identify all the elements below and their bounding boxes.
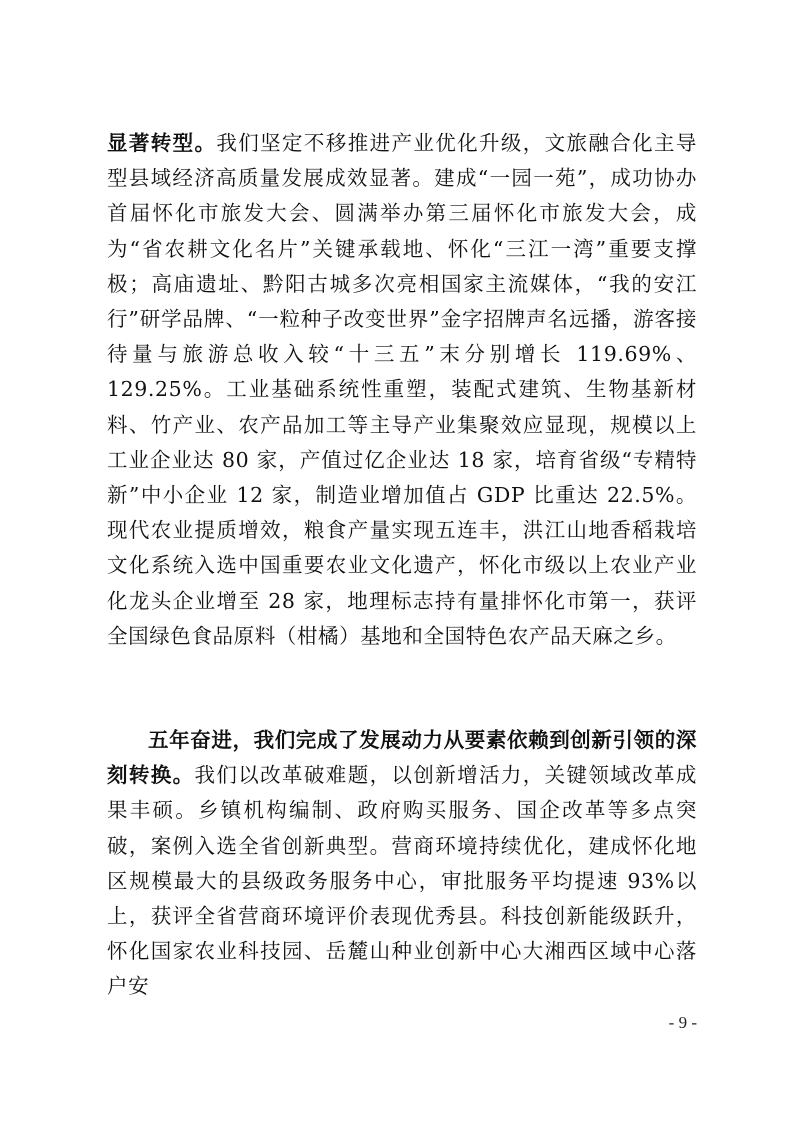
- paragraph-lead: 五年奋进，我们完成了发展动力从要素依赖到创新引领的深刻转换。: [107, 728, 697, 788]
- paragraph-body: 我们以改革破难题，以创新增活力，关键领域改革成果丰硕。乡镇机构编制、政府购买服务、国企改革等多点突破，案例入选全省创新典型。营商环境持续优化，建成怀化地区规模最大的县级政务服务中心，审批服务平均提速 93%以上，获评全省营商环境评价表现优秀县。科技创新能级跃升，怀化国家农业科技园、岳麓山种业创新中心大湘西区域中心落户安: [107, 763, 697, 999]
- paragraph-lead: 显著转型。: [107, 131, 217, 155]
- paragraph-industry-transformation: [107, 126, 697, 654]
- page-number: - 9 -: [668, 1013, 697, 1032]
- paragraph-body: 我们坚定不移推进产业优化升级，文旅融合化主导型县域经济高质量发展成效显著。建成“一园一苑”，成功协办首届怀化市旅发大会、圆满举办第三届怀化市旅发大会，成为“省农耕文化名片”关键承载地、怀化“三江一湾”重要支撑极；高庙遗址、黔阳古城多次亮相国家主流媒体，“我的安江行”研学品牌、“一粒种子改变世界”金字招牌声名远播，游客接待量与旅游总收入较“十三五”末分别增长 119.69%、129.25%。工业基础系统性重塑，装配式建筑、生物基新材料、竹产业、农产品加工等主导产业集聚效应显现，规模以上工业企业达 80 家，产值过亿企业达 18 家，培育省级“专精特新”中小企业 12 家，制造业增加值占 GDP 比重达 22.5%。现代农业提质增效，粮食产量实现五连丰，洪江山地香稻栽培文化系统入选中国重要农业文化遗产，怀化市级以上农业产业化龙头企业增至 28 家，地理标志持有量排怀化市第一，获评全国绿色食品原料（柑橘）基地和全国特色农产品天麻之乡。: [107, 131, 698, 648]
- paragraph-innovation-transformation: [107, 723, 697, 1005]
